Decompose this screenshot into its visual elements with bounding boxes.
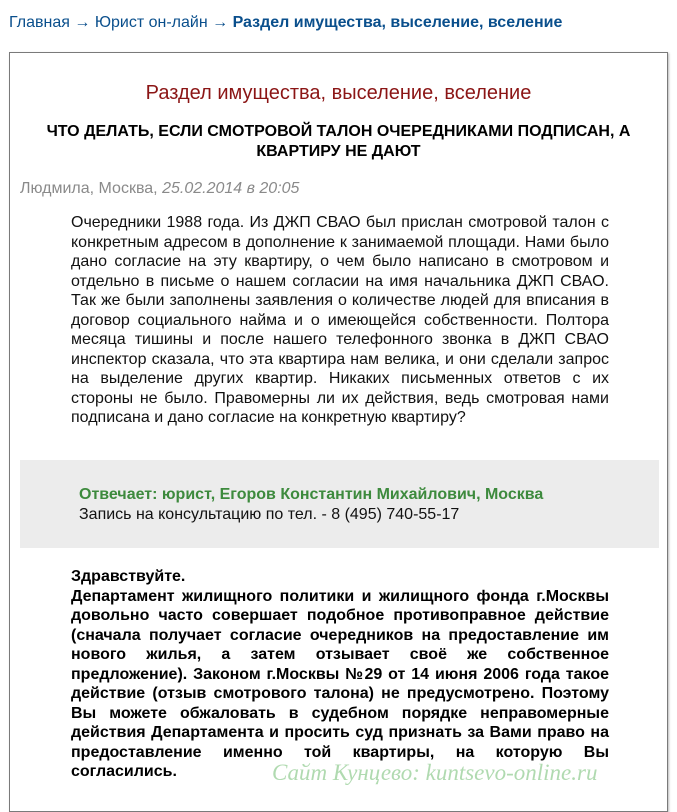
answer-paragraph: Департамент жилищного политики и жилищного фонда г.Москвы довольно часто совершает подобное противоправное действие (сначала получает согласие очередников на предоставление им нового жилья, а затем отзывает своё же собственное предложение). Законом г.Москвы №29 от 14 июня 2006 года такое действие (отзыв смотрового талона) не предусмотрено. Поэтому Вы можете обжаловать в судебном порядке неправомерные действия Департамента и просить суд признать за Вами право на предоставление именно той квартиры, на которую Вы согласились. (71, 587, 609, 780)
question-date: 25.02.2014 в 20:05 (162, 180, 300, 197)
question-title: ЧТО ДЕЛАТЬ, ЕСЛИ СМОТРОВОЙ ТАЛОН ОЧЕРЕДНИКАМИ ПОДПИСАН, А КВАРТИРУ НЕ ДАЮТ (46, 123, 631, 160)
answer-header-box (20, 460, 659, 548)
section-title: Раздел имущества, выселение, вселение (145, 82, 532, 104)
breadcrumb-home-link[interactable]: Главная (9, 14, 70, 31)
answer-greeting: Здравствуйте. (71, 568, 186, 585)
article-card (9, 52, 668, 812)
breadcrumb-separator: → (212, 14, 229, 31)
answer-text (71, 567, 609, 782)
question-meta (20, 179, 299, 199)
respondent-name: Отвечает: юрист, Егоров Константин Михайлович, Москва (79, 486, 544, 503)
breadcrumb (9, 13, 562, 33)
breadcrumb-separator: → (74, 14, 91, 31)
breadcrumb-online-lawyer-link[interactable]: Юрист он-лайн (94, 14, 208, 31)
site-watermark: Сайт Кунцево: kuntsevo-online.ru (272, 760, 598, 785)
question-author: Людмила, Москва, (20, 180, 158, 197)
question-text: Очередники 1988 года. Из ДЖП СВАО был прислан смотровой талон с конкретным адресом в дополнение к занимаемой площади. Нами было дано согласие на эту квартиру, о чем было написано в смотровом и отдельно в письме о нашем согласии на имя начальника ДЖП СВАО. Так же были заполнены заявления о количестве людей для вписания в договор социального найма и о имеющейся собственности. Полтора месяца тишины и после нашего телефонного звонка в ДЖП СВАО инспектор сказала, что эта квартира нам велика, и они сделали запрос на выделение других квартир. Никаких письменных ответов с их стороны не было. Правомерны ли их действия, ведь смотровая нами подписана и дано согласие на конкретную квартиру? (71, 214, 609, 426)
breadcrumb-current: Раздел имущества, выселение, вселение (232, 14, 563, 31)
consultation-phone: Запись на консультацию по тел. - 8 (495) 740-55-17 (79, 506, 460, 523)
